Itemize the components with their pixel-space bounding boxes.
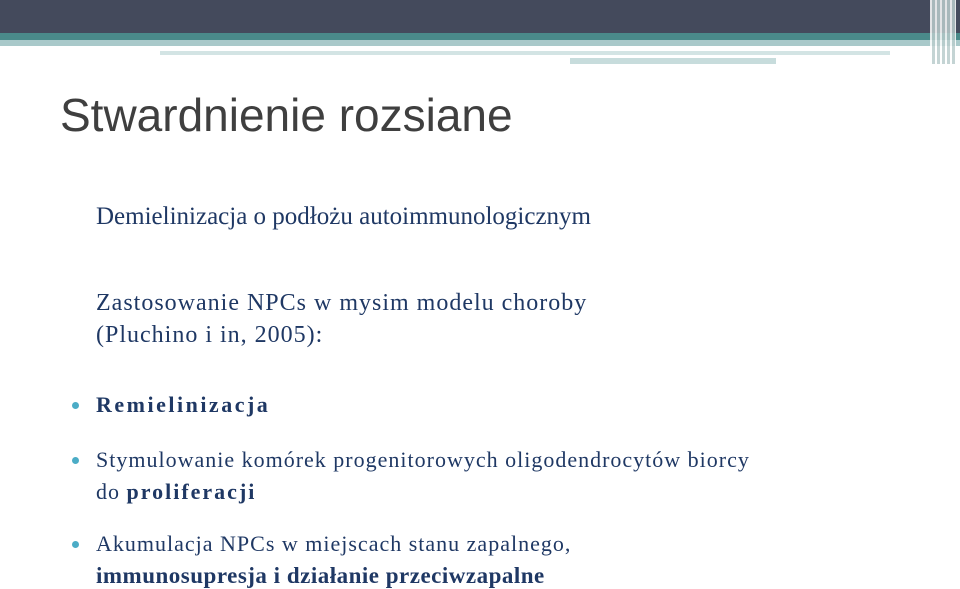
intro-paragraph bbox=[96, 287, 587, 351]
bullet-dot-icon bbox=[72, 457, 79, 464]
bullet-text-emphasis: immunosupresja i działanie przeciwzapalne bbox=[96, 563, 545, 588]
bullet-text-prefix: do bbox=[96, 479, 127, 504]
header-thin-stripe bbox=[160, 51, 890, 55]
header-bar bbox=[0, 0, 960, 33]
intro-line-2: (Pluchino i in, 2005): bbox=[96, 322, 324, 348]
header-vertical-lines bbox=[930, 0, 956, 64]
intro-line-1: Zastosowanie NPCs w mysim modelu choroby bbox=[96, 290, 588, 316]
bullet-dot-icon bbox=[72, 541, 79, 548]
bullet-dot-icon bbox=[72, 402, 79, 409]
bullet-text-continued bbox=[96, 479, 256, 505]
slide-subtitle: Demielinizacja o podłożu autoimmunologicznym bbox=[96, 203, 592, 230]
bullet-text: Akumulacja NPCs w miejscach stanu zapalnego, bbox=[96, 531, 572, 556]
bullet-text: Stymulowanie komórek progenitorowych oligodendrocytów biorcy bbox=[96, 447, 750, 472]
slide-title: Stwardnienie rozsiane bbox=[60, 89, 513, 141]
bullet-text: Remielinizacja bbox=[96, 392, 271, 417]
header-short-stripe bbox=[570, 58, 776, 64]
header-light-stripe bbox=[0, 40, 960, 46]
bullet-text-emphasis: proliferacji bbox=[126, 479, 257, 504]
header-accent-stripe bbox=[0, 33, 960, 40]
